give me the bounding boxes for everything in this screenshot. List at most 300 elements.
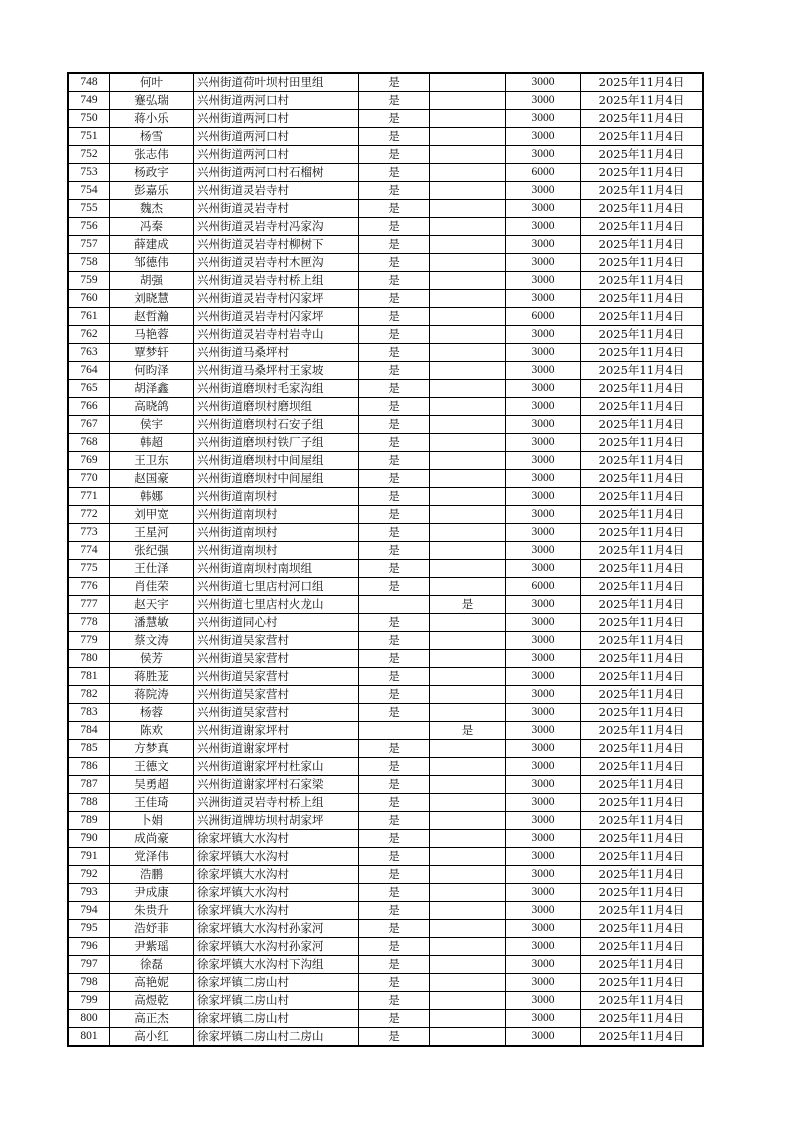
flag-a-cell: 是 bbox=[359, 128, 430, 146]
table-row bbox=[68, 740, 703, 758]
name-cell: 彭嘉乐 bbox=[110, 182, 194, 200]
flag-b-cell bbox=[430, 236, 506, 254]
flag-a-cell: 是 bbox=[359, 506, 430, 524]
amount-cell: 3000 bbox=[506, 398, 581, 416]
table-row bbox=[68, 146, 703, 164]
name-cell: 韩娜 bbox=[110, 488, 194, 506]
name-cell: 蒋胜茏 bbox=[110, 668, 194, 686]
flag-a-cell: 是 bbox=[359, 182, 430, 200]
table-row bbox=[68, 776, 703, 794]
row-number-cell: 777 bbox=[68, 596, 110, 614]
table-row bbox=[68, 470, 703, 488]
date-cell: 2025年11月4日 bbox=[581, 128, 704, 146]
amount-cell: 3000 bbox=[506, 992, 581, 1010]
row-number-cell: 797 bbox=[68, 956, 110, 974]
name-cell: 马艳蓉 bbox=[110, 326, 194, 344]
address-cell: 兴州街道吴家营村 bbox=[194, 632, 359, 650]
amount-cell: 3000 bbox=[506, 668, 581, 686]
row-number-cell: 781 bbox=[68, 668, 110, 686]
address-cell: 徐家坪镇大水沟村 bbox=[194, 830, 359, 848]
name-cell: 成尚豪 bbox=[110, 830, 194, 848]
name-cell: 胡泽鑫 bbox=[110, 380, 194, 398]
flag-a-cell: 是 bbox=[359, 956, 430, 974]
flag-b-cell bbox=[430, 776, 506, 794]
flag-a-cell: 是 bbox=[359, 794, 430, 812]
table-row bbox=[68, 128, 703, 146]
address-cell: 兴州街道磨坝村磨坝组 bbox=[194, 398, 359, 416]
date-cell: 2025年11月4日 bbox=[581, 704, 704, 722]
amount-cell: 3000 bbox=[506, 182, 581, 200]
amount-cell: 3000 bbox=[506, 920, 581, 938]
flag-b-cell bbox=[430, 110, 506, 128]
table-row bbox=[68, 326, 703, 344]
amount-cell: 3000 bbox=[506, 362, 581, 380]
flag-a-cell: 是 bbox=[359, 73, 430, 92]
flag-a-cell: 是 bbox=[359, 866, 430, 884]
amount-cell: 3000 bbox=[506, 830, 581, 848]
date-cell: 2025年11月4日 bbox=[581, 560, 704, 578]
flag-a-cell: 是 bbox=[359, 488, 430, 506]
amount-cell: 3000 bbox=[506, 380, 581, 398]
table-row bbox=[68, 794, 703, 812]
table-row bbox=[68, 542, 703, 560]
table-row bbox=[68, 452, 703, 470]
name-cell: 赵哲瀚 bbox=[110, 308, 194, 326]
date-cell: 2025年11月4日 bbox=[581, 218, 704, 236]
name-cell: 邹德伟 bbox=[110, 254, 194, 272]
row-number-cell: 782 bbox=[68, 686, 110, 704]
name-cell: 韩超 bbox=[110, 434, 194, 452]
flag-a-cell: 是 bbox=[359, 776, 430, 794]
date-cell: 2025年11月4日 bbox=[581, 812, 704, 830]
flag-b-cell bbox=[430, 704, 506, 722]
date-cell: 2025年11月4日 bbox=[581, 650, 704, 668]
flag-a-cell: 是 bbox=[359, 344, 430, 362]
name-cell: 王卫东 bbox=[110, 452, 194, 470]
address-cell: 兴州街道同心村 bbox=[194, 614, 359, 632]
date-cell: 2025年11月4日 bbox=[581, 380, 704, 398]
address-cell: 兴州街道谢家坪村 bbox=[194, 740, 359, 758]
row-number-cell: 773 bbox=[68, 524, 110, 542]
table-row bbox=[68, 236, 703, 254]
table-row bbox=[68, 722, 703, 740]
flag-b-cell bbox=[430, 488, 506, 506]
address-cell: 兴洲街道牌坊坝村胡家坪 bbox=[194, 812, 359, 830]
date-cell: 2025年11月4日 bbox=[581, 236, 704, 254]
amount-cell: 3000 bbox=[506, 1010, 581, 1028]
flag-b-cell bbox=[430, 344, 506, 362]
flag-b-cell bbox=[430, 884, 506, 902]
row-number-cell: 790 bbox=[68, 830, 110, 848]
address-cell: 兴州街道七里店村河口组 bbox=[194, 578, 359, 596]
name-cell: 蹇弘瑞 bbox=[110, 92, 194, 110]
flag-a-cell: 是 bbox=[359, 146, 430, 164]
flag-a-cell: 是 bbox=[359, 290, 430, 308]
name-cell: 尹成康 bbox=[110, 884, 194, 902]
flag-a-cell: 是 bbox=[359, 1010, 430, 1028]
amount-cell: 3000 bbox=[506, 722, 581, 740]
table-row bbox=[68, 506, 703, 524]
date-cell: 2025年11月4日 bbox=[581, 902, 704, 920]
address-cell: 兴州街道灵岩寺村岩寺山 bbox=[194, 326, 359, 344]
row-number-cell: 768 bbox=[68, 434, 110, 452]
flag-b-cell bbox=[430, 128, 506, 146]
flag-b-cell bbox=[430, 668, 506, 686]
name-cell: 刘甲宽 bbox=[110, 506, 194, 524]
amount-cell: 3000 bbox=[506, 542, 581, 560]
name-cell: 徐磊 bbox=[110, 956, 194, 974]
row-number-cell: 792 bbox=[68, 866, 110, 884]
flag-b-cell bbox=[430, 830, 506, 848]
row-number-cell: 798 bbox=[68, 974, 110, 992]
flag-a-cell: 是 bbox=[359, 236, 430, 254]
address-cell: 兴州街道灵岩寺村 bbox=[194, 200, 359, 218]
table-row bbox=[68, 110, 703, 128]
row-number-cell: 778 bbox=[68, 614, 110, 632]
address-cell: 兴州街道两河口村 bbox=[194, 146, 359, 164]
table-row bbox=[68, 758, 703, 776]
table-row bbox=[68, 812, 703, 830]
amount-cell: 3000 bbox=[506, 344, 581, 362]
amount-cell: 3000 bbox=[506, 1028, 581, 1047]
flag-b-cell bbox=[430, 902, 506, 920]
flag-b-cell bbox=[430, 398, 506, 416]
row-number-cell: 758 bbox=[68, 254, 110, 272]
flag-b-cell: 是 bbox=[430, 722, 506, 740]
row-number-cell: 763 bbox=[68, 344, 110, 362]
flag-a-cell: 是 bbox=[359, 380, 430, 398]
table-row bbox=[68, 218, 703, 236]
amount-cell: 6000 bbox=[506, 164, 581, 182]
address-cell: 兴州街道磨坝村中间屋组 bbox=[194, 452, 359, 470]
flag-a-cell: 是 bbox=[359, 164, 430, 182]
name-cell: 侯芳 bbox=[110, 650, 194, 668]
flag-a-cell bbox=[359, 722, 430, 740]
table-row bbox=[68, 956, 703, 974]
flag-b-cell bbox=[430, 200, 506, 218]
flag-b-cell bbox=[430, 452, 506, 470]
flag-a-cell: 是 bbox=[359, 974, 430, 992]
row-number-cell: 786 bbox=[68, 758, 110, 776]
address-cell: 徐家坪镇大水沟村孙家河 bbox=[194, 920, 359, 938]
row-number-cell: 787 bbox=[68, 776, 110, 794]
flag-b-cell bbox=[430, 380, 506, 398]
flag-b-cell bbox=[430, 506, 506, 524]
flag-b-cell bbox=[430, 650, 506, 668]
flag-a-cell: 是 bbox=[359, 758, 430, 776]
flag-a-cell: 是 bbox=[359, 614, 430, 632]
table-row bbox=[68, 884, 703, 902]
amount-cell: 3000 bbox=[506, 290, 581, 308]
table-row bbox=[68, 632, 703, 650]
name-cell: 尹紫瑶 bbox=[110, 938, 194, 956]
table-row bbox=[68, 992, 703, 1010]
table-row bbox=[68, 182, 703, 200]
flag-a-cell: 是 bbox=[359, 308, 430, 326]
flag-b-cell bbox=[430, 614, 506, 632]
address-cell: 兴州街道马桑坪村王家坡 bbox=[194, 362, 359, 380]
address-cell: 兴州街道磨坝村毛家沟组 bbox=[194, 380, 359, 398]
address-cell: 徐家坪镇大水沟村 bbox=[194, 848, 359, 866]
table-row bbox=[68, 380, 703, 398]
row-number-cell: 795 bbox=[68, 920, 110, 938]
date-cell: 2025年11月4日 bbox=[581, 110, 704, 128]
flag-b-cell bbox=[430, 632, 506, 650]
table-row bbox=[68, 308, 703, 326]
flag-b-cell bbox=[430, 974, 506, 992]
date-cell: 2025年11月4日 bbox=[581, 632, 704, 650]
date-cell: 2025年11月4日 bbox=[581, 290, 704, 308]
table-row bbox=[68, 344, 703, 362]
row-number-cell: 767 bbox=[68, 416, 110, 434]
flag-a-cell: 是 bbox=[359, 416, 430, 434]
table-row bbox=[68, 830, 703, 848]
name-cell: 何叶 bbox=[110, 73, 194, 92]
flag-b-cell bbox=[430, 218, 506, 236]
date-cell: 2025年11月4日 bbox=[581, 200, 704, 218]
table-row bbox=[68, 254, 703, 272]
amount-cell: 3000 bbox=[506, 794, 581, 812]
flag-a-cell: 是 bbox=[359, 668, 430, 686]
address-cell: 兴州街道两河口村 bbox=[194, 128, 359, 146]
flag-a-cell: 是 bbox=[359, 848, 430, 866]
address-cell: 兴州街道两河口村 bbox=[194, 110, 359, 128]
name-cell: 胡强 bbox=[110, 272, 194, 290]
flag-b-cell bbox=[430, 866, 506, 884]
table-row bbox=[68, 200, 703, 218]
name-cell: 高晓鸽 bbox=[110, 398, 194, 416]
flag-a-cell: 是 bbox=[359, 110, 430, 128]
name-cell: 肖佳荣 bbox=[110, 578, 194, 596]
amount-cell: 3000 bbox=[506, 938, 581, 956]
address-cell: 兴州街道南坝村 bbox=[194, 488, 359, 506]
name-cell: 高煜乾 bbox=[110, 992, 194, 1010]
address-cell: 徐家坪镇二房山村 bbox=[194, 992, 359, 1010]
address-cell: 兴州街道七里店村火龙山 bbox=[194, 596, 359, 614]
amount-cell: 3000 bbox=[506, 686, 581, 704]
amount-cell: 3000 bbox=[506, 218, 581, 236]
flag-b-cell bbox=[430, 1028, 506, 1047]
address-cell: 徐家坪镇大水沟村 bbox=[194, 884, 359, 902]
date-cell: 2025年11月4日 bbox=[581, 722, 704, 740]
flag-a-cell: 是 bbox=[359, 938, 430, 956]
amount-cell: 3000 bbox=[506, 812, 581, 830]
table-row bbox=[68, 578, 703, 596]
flag-b-cell bbox=[430, 560, 506, 578]
address-cell: 兴州街道灵岩寺村闪家坪 bbox=[194, 290, 359, 308]
name-cell: 王星河 bbox=[110, 524, 194, 542]
amount-cell: 6000 bbox=[506, 308, 581, 326]
row-number-cell: 771 bbox=[68, 488, 110, 506]
name-cell: 潘慧敏 bbox=[110, 614, 194, 632]
flag-b-cell bbox=[430, 578, 506, 596]
row-number-cell: 784 bbox=[68, 722, 110, 740]
flag-b-cell bbox=[430, 164, 506, 182]
row-number-cell: 774 bbox=[68, 542, 110, 560]
flag-a-cell: 是 bbox=[359, 884, 430, 902]
date-cell: 2025年11月4日 bbox=[581, 272, 704, 290]
amount-cell: 3000 bbox=[506, 146, 581, 164]
row-number-cell: 752 bbox=[68, 146, 110, 164]
amount-cell: 3000 bbox=[506, 776, 581, 794]
flag-a-cell: 是 bbox=[359, 200, 430, 218]
address-cell: 徐家坪镇大水沟村 bbox=[194, 902, 359, 920]
amount-cell: 3000 bbox=[506, 506, 581, 524]
table-row bbox=[68, 596, 703, 614]
address-cell: 兴州街道马桑坪村 bbox=[194, 344, 359, 362]
table-row bbox=[68, 668, 703, 686]
row-number-cell: 791 bbox=[68, 848, 110, 866]
date-cell: 2025年11月4日 bbox=[581, 434, 704, 452]
row-number-cell: 755 bbox=[68, 200, 110, 218]
name-cell: 杨政宇 bbox=[110, 164, 194, 182]
row-number-cell: 760 bbox=[68, 290, 110, 308]
date-cell: 2025年11月4日 bbox=[581, 956, 704, 974]
date-cell: 2025年11月4日 bbox=[581, 740, 704, 758]
flag-a-cell: 是 bbox=[359, 362, 430, 380]
name-cell: 魏杰 bbox=[110, 200, 194, 218]
flag-b-cell bbox=[430, 146, 506, 164]
date-cell: 2025年11月4日 bbox=[581, 488, 704, 506]
flag-a-cell: 是 bbox=[359, 272, 430, 290]
row-number-cell: 749 bbox=[68, 92, 110, 110]
flag-b-cell bbox=[430, 992, 506, 1010]
address-cell: 兴州街道磨坝村中间屋组 bbox=[194, 470, 359, 488]
amount-cell: 3000 bbox=[506, 272, 581, 290]
table-row bbox=[68, 362, 703, 380]
row-number-cell: 770 bbox=[68, 470, 110, 488]
name-cell: 方梦真 bbox=[110, 740, 194, 758]
table-row bbox=[68, 73, 703, 92]
date-cell: 2025年11月4日 bbox=[581, 146, 704, 164]
address-cell: 兴州街道谢家坪村石家梁 bbox=[194, 776, 359, 794]
name-cell: 王德文 bbox=[110, 758, 194, 776]
date-cell: 2025年11月4日 bbox=[581, 452, 704, 470]
address-cell: 兴洲街道灵岩寺村桥上组 bbox=[194, 794, 359, 812]
name-cell: 高正杰 bbox=[110, 1010, 194, 1028]
date-cell: 2025年11月4日 bbox=[581, 164, 704, 182]
address-cell: 兴州街道灵岩寺村木匣沟 bbox=[194, 254, 359, 272]
name-cell: 赵国豪 bbox=[110, 470, 194, 488]
flag-a-cell: 是 bbox=[359, 542, 430, 560]
flag-a-cell: 是 bbox=[359, 92, 430, 110]
flag-b-cell bbox=[430, 1010, 506, 1028]
name-cell: 张纪强 bbox=[110, 542, 194, 560]
date-cell: 2025年11月4日 bbox=[581, 776, 704, 794]
date-cell: 2025年11月4日 bbox=[581, 92, 704, 110]
flag-b-cell bbox=[430, 812, 506, 830]
date-cell: 2025年11月4日 bbox=[581, 974, 704, 992]
row-number-cell: 793 bbox=[68, 884, 110, 902]
address-cell: 徐家坪镇大水沟村孙家河 bbox=[194, 938, 359, 956]
row-number-cell: 779 bbox=[68, 632, 110, 650]
name-cell: 王仕泽 bbox=[110, 560, 194, 578]
date-cell: 2025年11月4日 bbox=[581, 920, 704, 938]
flag-b-cell: 是 bbox=[430, 596, 506, 614]
address-cell: 兴州街道灵岩寺村柳树下 bbox=[194, 236, 359, 254]
date-cell: 2025年11月4日 bbox=[581, 73, 704, 92]
address-cell: 徐家坪镇二房山村二房山 bbox=[194, 1028, 359, 1047]
address-cell: 兴州街道灵岩寺村桥上组 bbox=[194, 272, 359, 290]
table-row bbox=[68, 434, 703, 452]
row-number-cell: 775 bbox=[68, 560, 110, 578]
address-cell: 兴州街道吴家营村 bbox=[194, 704, 359, 722]
row-number-cell: 788 bbox=[68, 794, 110, 812]
date-cell: 2025年11月4日 bbox=[581, 794, 704, 812]
table-body bbox=[68, 73, 703, 1046]
flag-b-cell bbox=[430, 740, 506, 758]
address-cell: 徐家坪镇二房山村 bbox=[194, 974, 359, 992]
date-cell: 2025年11月4日 bbox=[581, 992, 704, 1010]
address-cell: 兴州街道吴家营村 bbox=[194, 686, 359, 704]
flag-b-cell bbox=[430, 362, 506, 380]
name-cell: 浩鹏 bbox=[110, 866, 194, 884]
date-cell: 2025年11月4日 bbox=[581, 830, 704, 848]
amount-cell: 3000 bbox=[506, 632, 581, 650]
name-cell: 侯宇 bbox=[110, 416, 194, 434]
name-cell: 蔡文涛 bbox=[110, 632, 194, 650]
name-cell: 高艳妮 bbox=[110, 974, 194, 992]
name-cell: 冯秦 bbox=[110, 218, 194, 236]
row-number-cell: 756 bbox=[68, 218, 110, 236]
amount-cell: 3000 bbox=[506, 128, 581, 146]
flag-a-cell: 是 bbox=[359, 830, 430, 848]
flag-a-cell: 是 bbox=[359, 452, 430, 470]
address-cell: 兴州街道两河口村石榴树 bbox=[194, 164, 359, 182]
name-cell: 覃梦轩 bbox=[110, 344, 194, 362]
table-row bbox=[68, 560, 703, 578]
amount-cell: 3000 bbox=[506, 488, 581, 506]
amount-cell: 3000 bbox=[506, 758, 581, 776]
flag-a-cell bbox=[359, 596, 430, 614]
name-cell: 赵天宇 bbox=[110, 596, 194, 614]
table-row bbox=[68, 92, 703, 110]
row-number-cell: 754 bbox=[68, 182, 110, 200]
table-row bbox=[68, 650, 703, 668]
address-cell: 兴州街道南坝村 bbox=[194, 524, 359, 542]
flag-b-cell bbox=[430, 848, 506, 866]
amount-cell: 3000 bbox=[506, 254, 581, 272]
flag-a-cell: 是 bbox=[359, 218, 430, 236]
flag-a-cell: 是 bbox=[359, 560, 430, 578]
name-cell: 蒋小乐 bbox=[110, 110, 194, 128]
amount-cell: 3000 bbox=[506, 236, 581, 254]
date-cell: 2025年11月4日 bbox=[581, 938, 704, 956]
flag-b-cell bbox=[430, 686, 506, 704]
date-cell: 2025年11月4日 bbox=[581, 686, 704, 704]
address-cell: 兴州街道南坝村南坝组 bbox=[194, 560, 359, 578]
date-cell: 2025年11月4日 bbox=[581, 506, 704, 524]
row-number-cell: 799 bbox=[68, 992, 110, 1010]
amount-cell: 3000 bbox=[506, 596, 581, 614]
date-cell: 2025年11月4日 bbox=[581, 578, 704, 596]
flag-b-cell bbox=[430, 290, 506, 308]
date-cell: 2025年11月4日 bbox=[581, 1010, 704, 1028]
name-cell: 浩妤菲 bbox=[110, 920, 194, 938]
amount-cell: 3000 bbox=[506, 326, 581, 344]
row-number-cell: 765 bbox=[68, 380, 110, 398]
amount-cell: 3000 bbox=[506, 884, 581, 902]
name-cell: 何昀泽 bbox=[110, 362, 194, 380]
date-cell: 2025年11月4日 bbox=[581, 614, 704, 632]
address-cell: 兴州街道两河口村 bbox=[194, 92, 359, 110]
flag-b-cell bbox=[430, 416, 506, 434]
address-cell: 兴州街道南坝村 bbox=[194, 506, 359, 524]
row-number-cell: 785 bbox=[68, 740, 110, 758]
table-row bbox=[68, 272, 703, 290]
name-cell: 高小红 bbox=[110, 1028, 194, 1047]
flag-a-cell: 是 bbox=[359, 254, 430, 272]
